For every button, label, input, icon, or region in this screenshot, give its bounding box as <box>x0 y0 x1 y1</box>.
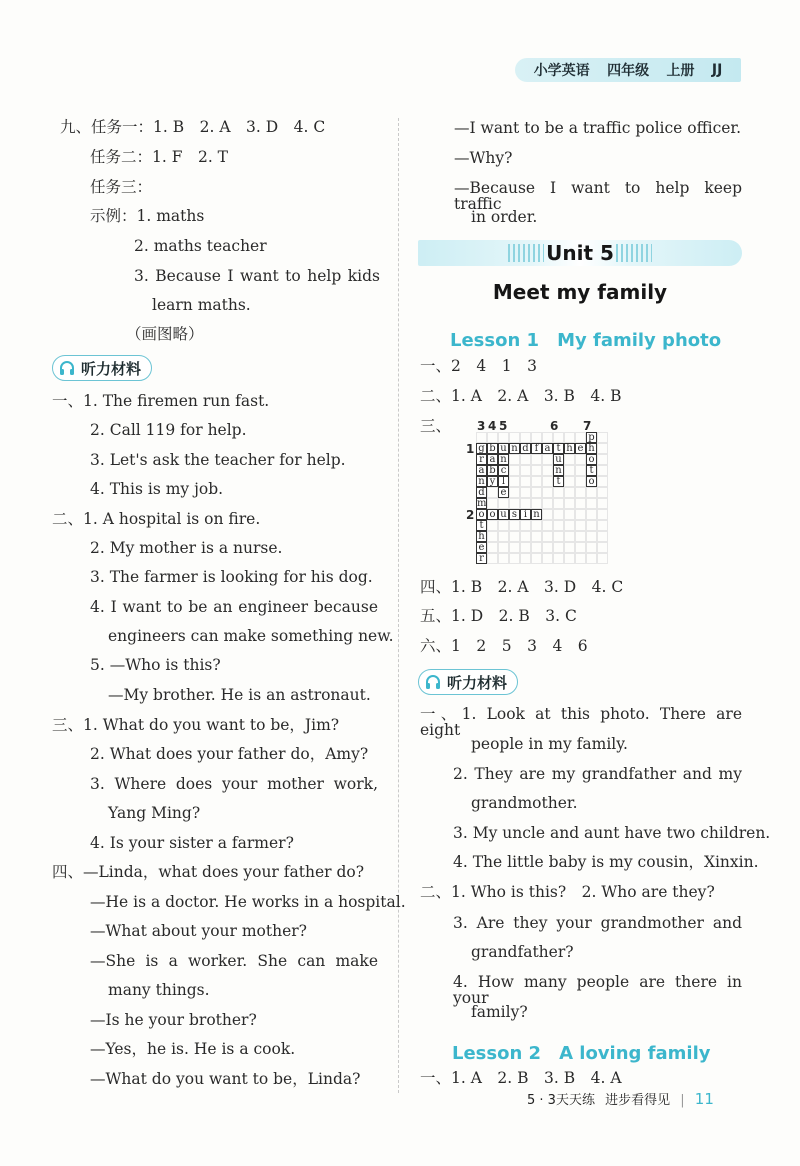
grid-cell <box>575 476 586 487</box>
unit-title: Unit 5 <box>546 241 614 265</box>
grid-cell <box>531 465 542 476</box>
text-line: 任务三： <box>90 178 153 196</box>
footer-separator: | <box>680 1093 685 1108</box>
listening-material-tag-right <box>418 669 518 695</box>
listening-material-tag-left <box>52 355 152 381</box>
grid-cell <box>586 542 597 553</box>
grid-cell <box>487 531 498 542</box>
grid-cell <box>553 520 564 531</box>
grid-cell <box>586 531 597 542</box>
crossword-letter: u <box>553 454 564 465</box>
crossword-letter: r <box>476 553 487 564</box>
crossword-row-number: 1 <box>466 442 475 456</box>
grid-cell <box>487 432 498 443</box>
crossword-letter: a <box>542 443 553 454</box>
grid-cell <box>564 542 575 553</box>
crossword-column-number: 3 <box>477 419 486 433</box>
grid-cell <box>575 454 586 465</box>
text-line: in order. <box>471 208 538 226</box>
grid-cell <box>586 487 597 498</box>
grid-cell <box>564 432 575 443</box>
text-line: （画图略） <box>126 325 204 343</box>
crossword-letter: h <box>476 531 487 542</box>
text-line: 四、1. B 2. A 3. D 4. C <box>420 578 624 596</box>
crossword-letter: d <box>476 487 487 498</box>
text-line: Yang Ming? <box>108 804 201 822</box>
grid-cell <box>597 509 608 520</box>
footer-brand: 5 · 3天天练 <box>527 1093 595 1108</box>
grid-cell <box>597 553 608 564</box>
text-line: 2. What does your father do，Amy? <box>90 745 369 763</box>
grid-cell <box>520 476 531 487</box>
text-line: 示例：1. maths <box>90 207 205 225</box>
crossword-letter: o <box>586 476 597 487</box>
grid-cell <box>520 487 531 498</box>
grid-cell <box>575 509 586 520</box>
grid-cell <box>542 531 553 542</box>
text-line: —She is a worker. She can make <box>90 952 378 970</box>
text-line: grandfather? <box>471 943 574 961</box>
header-volume: 上册 <box>666 63 695 79</box>
grid-cell <box>553 487 564 498</box>
grid-cell <box>520 465 531 476</box>
grid-cell <box>542 487 553 498</box>
grid-cell <box>564 509 575 520</box>
grid-cell <box>487 553 498 564</box>
text-line: people in my family. <box>471 735 628 753</box>
grid-cell <box>498 520 509 531</box>
grid-cell <box>520 553 531 564</box>
text-line: —What do you want to be，Linda? <box>90 1070 361 1088</box>
crossword-letter: t <box>553 476 564 487</box>
grid-cell <box>487 487 498 498</box>
grid-cell <box>575 520 586 531</box>
text-line: 4. How many people are there in your <box>453 973 742 1007</box>
text-line: 3. My uncle and aunt have two children. <box>453 824 771 842</box>
grid-cell <box>597 454 608 465</box>
grid-cell <box>498 531 509 542</box>
text-line: 4. This is my job. <box>90 480 224 498</box>
text-line: 一、1. Look at this photo. There are eight <box>420 705 742 739</box>
grid-cell <box>564 498 575 509</box>
grid-cell <box>564 531 575 542</box>
footer <box>527 1089 714 1108</box>
grid-cell <box>575 487 586 498</box>
grid-cell <box>553 498 564 509</box>
crossword-letter: o <box>487 509 498 520</box>
grid-cell <box>542 520 553 531</box>
grid-cell <box>509 432 520 443</box>
grid-cell <box>487 542 498 553</box>
crossword-letter: t <box>586 465 597 476</box>
grid-cell <box>542 454 553 465</box>
grid-cell <box>520 520 531 531</box>
text-line: 三、 <box>420 417 452 435</box>
grid-cell <box>542 465 553 476</box>
grid-cell <box>509 454 520 465</box>
crossword-column-number: 5 <box>499 419 508 433</box>
text-line: 5. —Who is this? <box>90 656 221 674</box>
grid-cell <box>597 476 608 487</box>
grid-cell <box>520 432 531 443</box>
lesson-2-heading: Lesson 2 A loving family <box>452 1043 711 1064</box>
grid-cell <box>564 520 575 531</box>
crossword-letter: a <box>487 454 498 465</box>
column-divider <box>398 118 399 1093</box>
grid-cell <box>520 531 531 542</box>
text-line: —Why? <box>454 149 513 167</box>
grid-cell <box>509 531 520 542</box>
text-line: 六、1 2 5 3 4 6 <box>420 637 588 655</box>
grid-cell <box>487 498 498 509</box>
grid-cell <box>498 498 509 509</box>
grid-cell <box>509 520 520 531</box>
grid-cell <box>575 531 586 542</box>
grid-cell <box>575 553 586 564</box>
text-line: 4. Is your sister a farmer? <box>90 834 294 852</box>
text-line: 二、1. A 2. A 3. B 4. B <box>420 387 622 405</box>
grid-cell <box>564 553 575 564</box>
text-line: 三、1. What do you want to be，Jim? <box>52 716 340 734</box>
listening-material-label: 听力材料 <box>81 359 142 378</box>
unit-subtitle: Meet my family <box>492 280 668 304</box>
grid-cell <box>586 498 597 509</box>
grid-cell <box>575 465 586 476</box>
crossword-letter: u <box>498 509 509 520</box>
crossword-letter: u <box>498 443 509 454</box>
grid-cell <box>542 553 553 564</box>
text-line: —He is a doctor. He works in a hospital. <box>90 893 406 911</box>
grid-cell <box>509 465 520 476</box>
text-line: —My brother. He is an astronaut. <box>108 686 371 704</box>
grid-cell <box>586 553 597 564</box>
grid-cell <box>498 553 509 564</box>
text-line: many things. <box>108 981 210 999</box>
grid-cell <box>597 432 608 443</box>
header-subject: 小学英语 <box>533 63 590 79</box>
crossword-letter: o <box>476 509 487 520</box>
grid-cell <box>586 509 597 520</box>
crossword-row-number: 2 <box>466 508 475 522</box>
page-number: 11 <box>694 1090 714 1108</box>
lesson-1-heading: Lesson 1 My family photo <box>450 330 722 351</box>
crossword-letter: h <box>564 443 575 454</box>
crossword-letter: n <box>509 443 520 454</box>
text-line: family? <box>471 1003 528 1021</box>
grid-cell <box>597 487 608 498</box>
footer-slogan: 进步看得见 <box>605 1093 671 1108</box>
text-line: 二、1. A hospital is on fire. <box>52 510 261 528</box>
grid-cell <box>542 542 553 553</box>
grid-cell <box>509 553 520 564</box>
grid-cell <box>597 465 608 476</box>
grid-cell <box>575 432 586 443</box>
text-line: 2. My mother is a nurse. <box>90 539 283 557</box>
text-line: —Because I want to help keep traffic <box>454 179 742 213</box>
grid-cell <box>531 487 542 498</box>
text-line: 五、1. D 2. B 3. C <box>420 607 577 625</box>
grid-cell <box>509 476 520 487</box>
grid-cell <box>564 454 575 465</box>
crossword-letter: g <box>476 443 487 454</box>
grid-cell <box>498 432 509 443</box>
text-line: 3. Are they your grandmother and <box>453 914 742 932</box>
grid-cell <box>575 498 586 509</box>
crossword-column-number: 7 <box>583 419 592 433</box>
crossword-letter: t <box>476 520 487 531</box>
text-line: learn maths. <box>152 296 251 314</box>
grid-cell <box>531 476 542 487</box>
crossword-letter: n <box>498 454 509 465</box>
grid-cell <box>509 498 520 509</box>
text-line: engineers can make something new. <box>108 627 394 645</box>
text-line: 四、—Linda，what does your father do? <box>52 863 365 881</box>
grid-cell <box>509 542 520 553</box>
grid-cell <box>597 443 608 454</box>
grid-cell <box>542 498 553 509</box>
headphones-icon <box>59 360 75 376</box>
grid-cell <box>520 542 531 553</box>
grid-cell <box>597 542 608 553</box>
crossword-letter: e <box>498 487 509 498</box>
grid-cell <box>553 509 564 520</box>
crossword-letter: t <box>553 443 564 454</box>
crossword-letter: m <box>477 498 487 509</box>
crossword-letter: l <box>498 476 509 487</box>
header-tab <box>515 58 741 82</box>
crossword-letter: s <box>509 509 520 520</box>
text-line: 任务二：1. F 2. T <box>90 148 229 166</box>
grid-cell <box>520 498 531 509</box>
grid-cell <box>597 531 608 542</box>
text-line: 一、1. The firemen run fast. <box>52 392 270 410</box>
grid-cell <box>531 520 542 531</box>
lesson-2-answers: 一、1. A 2. B 3. B 4. A <box>420 1069 622 1087</box>
grid-cell <box>531 531 542 542</box>
grid-cell <box>531 432 542 443</box>
text-line: 九、任务一：1. B 2. A 3. D 4. C <box>60 118 326 136</box>
header-edition: JJ <box>711 62 723 78</box>
text-line: 2. Call 119 for help. <box>90 421 247 439</box>
grid-cell <box>553 542 564 553</box>
grid-cell <box>542 476 553 487</box>
text-line: grandmother. <box>471 794 578 812</box>
text-line: 一、2 4 1 3 <box>420 357 537 375</box>
grid-cell <box>487 520 498 531</box>
crossword-letter: n <box>553 465 564 476</box>
text-line: 3. The farmer is looking for his dog. <box>90 568 373 586</box>
grid-cell <box>564 476 575 487</box>
crossword-letter: n <box>531 509 542 520</box>
grid-cell <box>509 487 520 498</box>
crossword-letter: r <box>476 454 487 465</box>
crossword-letter: e <box>476 542 487 553</box>
header-grade: 四年级 <box>607 63 650 79</box>
grid-cell <box>553 531 564 542</box>
grid-cell <box>575 542 586 553</box>
grid-cell <box>597 520 608 531</box>
text-line: 3. Where does your mother work, <box>90 775 378 793</box>
text-line: 4. I want to be an engineer because <box>90 598 378 616</box>
text-line: —Is he your brother? <box>90 1011 257 1029</box>
listening-material-label: 听力材料 <box>447 673 508 692</box>
grid-cell <box>542 432 553 443</box>
crossword-letter: e <box>575 443 586 454</box>
text-line: —What about your mother? <box>90 922 307 940</box>
grid-cell <box>476 432 487 443</box>
crossword-letter: b <box>487 465 498 476</box>
text-line: 2. They are my grandfather and my <box>453 765 742 783</box>
crossword-letter: y <box>487 476 498 487</box>
grid-cell <box>531 553 542 564</box>
crossword-letter: n <box>476 476 487 487</box>
grid-cell <box>564 465 575 476</box>
grid-cell <box>564 487 575 498</box>
crossword-letter: o <box>586 454 597 465</box>
grid-cell <box>553 432 564 443</box>
text-line: —I want to be a traffic police officer. <box>454 119 742 137</box>
grid-cell <box>531 498 542 509</box>
crossword-column-number: 4 <box>488 419 497 433</box>
grid-cell <box>597 498 608 509</box>
text-line: —Yes，he is. He is a cook. <box>90 1040 296 1058</box>
crossword-letter: h <box>586 443 597 454</box>
grid-cell <box>531 454 542 465</box>
crossword-letter: a <box>476 465 487 476</box>
crossword-letter: b <box>487 443 498 454</box>
text-line: 3. Let's ask the teacher for help. <box>90 451 346 469</box>
grid-cell <box>520 454 531 465</box>
grid-cell <box>586 520 597 531</box>
grid-cell <box>542 509 553 520</box>
grid-cell <box>531 542 542 553</box>
headphones-icon <box>425 674 441 690</box>
crossword-column-number: 6 <box>550 419 559 433</box>
grid-cell <box>553 553 564 564</box>
crossword-letter: d <box>520 443 531 454</box>
text-line: 4. The little baby is my cousin，Xinxin. <box>453 853 759 871</box>
grid-cell <box>498 542 509 553</box>
crossword-letter: p <box>586 432 597 443</box>
crossword-letter: i <box>520 509 531 520</box>
text-line: 二、1. Who is this? 2. Who are they? <box>420 883 715 901</box>
text-line: 3. Because I want to help kids <box>134 267 380 285</box>
text-line: 2. maths teacher <box>134 237 267 255</box>
crossword-letter: f <box>531 443 542 454</box>
crossword-letter: c <box>498 465 509 476</box>
